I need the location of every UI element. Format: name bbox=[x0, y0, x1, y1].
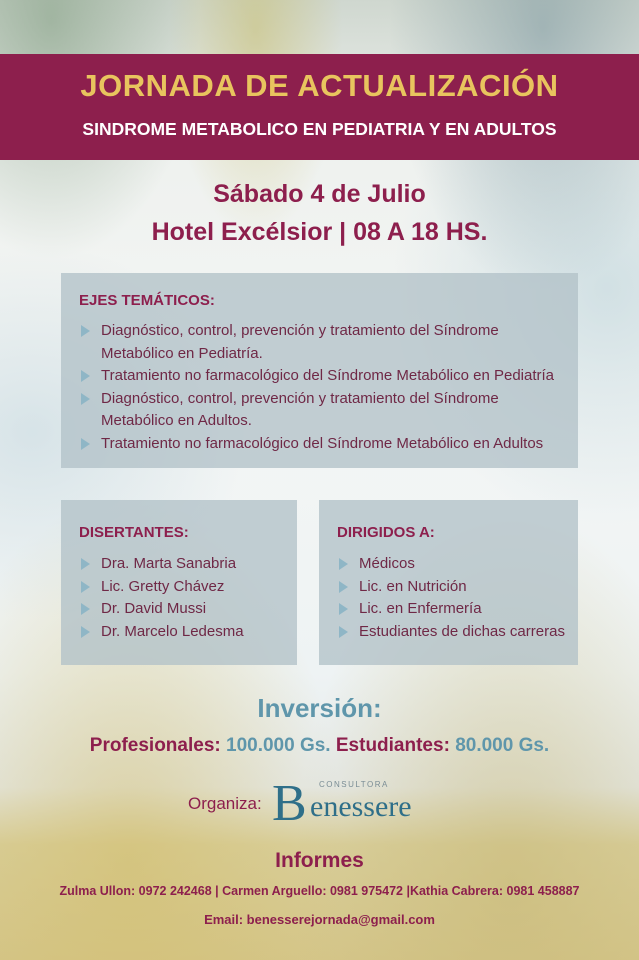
list-item bbox=[79, 576, 244, 599]
triangle-bullet-icon bbox=[339, 603, 348, 615]
ejes-heading: EJES TEMÁTICOS: bbox=[79, 292, 215, 309]
list-item-text: Tratamiento no farmacológico del Síndrome Metabólico en Pediatría bbox=[101, 367, 555, 384]
list-item bbox=[79, 553, 244, 576]
list-item bbox=[337, 598, 565, 621]
list-item bbox=[337, 621, 565, 644]
triangle-bullet-icon bbox=[81, 438, 90, 450]
list-item bbox=[79, 433, 569, 456]
dirigidos-heading: DIRIGIDOS A: bbox=[337, 524, 435, 541]
ejes-list bbox=[79, 320, 569, 455]
list-item-text: Lic. Gretty Chávez bbox=[101, 577, 225, 595]
disertantes-box bbox=[61, 500, 297, 665]
students-label: Estudiantes: bbox=[335, 735, 450, 756]
disertantes-heading: DISERTANTES: bbox=[79, 524, 189, 541]
dirigidos-box bbox=[319, 500, 578, 665]
triangle-bullet-icon bbox=[339, 558, 348, 570]
list-item bbox=[79, 598, 244, 621]
list-item-text: Lic. en Nutrición bbox=[359, 577, 467, 595]
list-item-text: Lic. en Enfermería bbox=[359, 600, 482, 617]
triangle-bullet-icon bbox=[81, 558, 90, 570]
contact-email: Email: benesserejornada@gmail.com bbox=[204, 912, 435, 927]
list-item-text: Diagnóstico, control, prevención y tratamiento del Síndrome Metabólico en Adultos. bbox=[101, 389, 499, 429]
professionals-label: Profesionales: bbox=[89, 735, 221, 756]
list-item bbox=[337, 576, 565, 599]
triangle-bullet-icon bbox=[339, 626, 348, 638]
informes-title: Informes bbox=[275, 849, 364, 872]
list-item bbox=[79, 388, 569, 433]
triangle-bullet-icon bbox=[81, 325, 90, 337]
price-line bbox=[0, 735, 639, 757]
professionals-price: 100.000 Gs. bbox=[226, 735, 331, 756]
list-item bbox=[79, 320, 569, 365]
triangle-bullet-icon bbox=[81, 581, 90, 593]
event-title: JORNADA DE ACTUALIZACIÓN bbox=[80, 68, 559, 103]
dirigidos-list bbox=[337, 553, 565, 643]
list-item-text: Médicos bbox=[359, 555, 415, 572]
list-item-text: Dr. Marcelo Ledesma bbox=[101, 622, 244, 640]
logo-wordmark: enessere bbox=[310, 790, 412, 823]
contact-phones: Zulma Ullon: 0972 242468 | Carmen Arguello: 0981 975472 |Kathia Cabrera: 0981 458887 bbox=[59, 884, 580, 898]
list-item bbox=[79, 365, 569, 388]
organizer-label: Organiza: bbox=[188, 794, 262, 813]
list-item-text: Diagnóstico, control, prevención y tratamiento del Síndrome Metabólico en Pediatría. bbox=[101, 322, 499, 362]
logo-initial: B bbox=[272, 775, 307, 832]
ejes-box bbox=[61, 273, 578, 468]
list-item-text: Estudiantes de dichas carreras bbox=[359, 622, 565, 640]
list-item-text: Tratamiento no farmacológico del Síndrome Metabólico en Adultos bbox=[101, 434, 544, 452]
event-date: Sábado 4 de Julio bbox=[213, 180, 426, 208]
inversion-title: Inversión: bbox=[257, 693, 382, 723]
triangle-bullet-icon bbox=[81, 626, 90, 638]
triangle-bullet-icon bbox=[339, 581, 348, 593]
disertantes-list bbox=[79, 553, 244, 643]
triangle-bullet-icon bbox=[81, 393, 90, 405]
list-item bbox=[337, 553, 565, 576]
list-item-text: Dr. David Mussi bbox=[101, 600, 207, 617]
students-price: 80.000 Gs. bbox=[455, 735, 550, 756]
event-place-time: Hotel Excélsior | 08 A 18 HS. bbox=[151, 218, 488, 246]
header-banner bbox=[0, 54, 639, 160]
triangle-bullet-icon bbox=[81, 370, 90, 382]
event-subtitle: SINDROME METABOLICO EN PEDIATRIA Y EN ADULTOS bbox=[82, 119, 557, 139]
list-item-text: Dra. Marta Sanabria bbox=[101, 555, 237, 572]
benessere-logo bbox=[272, 775, 472, 832]
triangle-bullet-icon bbox=[81, 603, 90, 615]
logo-consultora-text: CONSULTORA bbox=[319, 780, 389, 789]
list-item bbox=[79, 621, 244, 644]
